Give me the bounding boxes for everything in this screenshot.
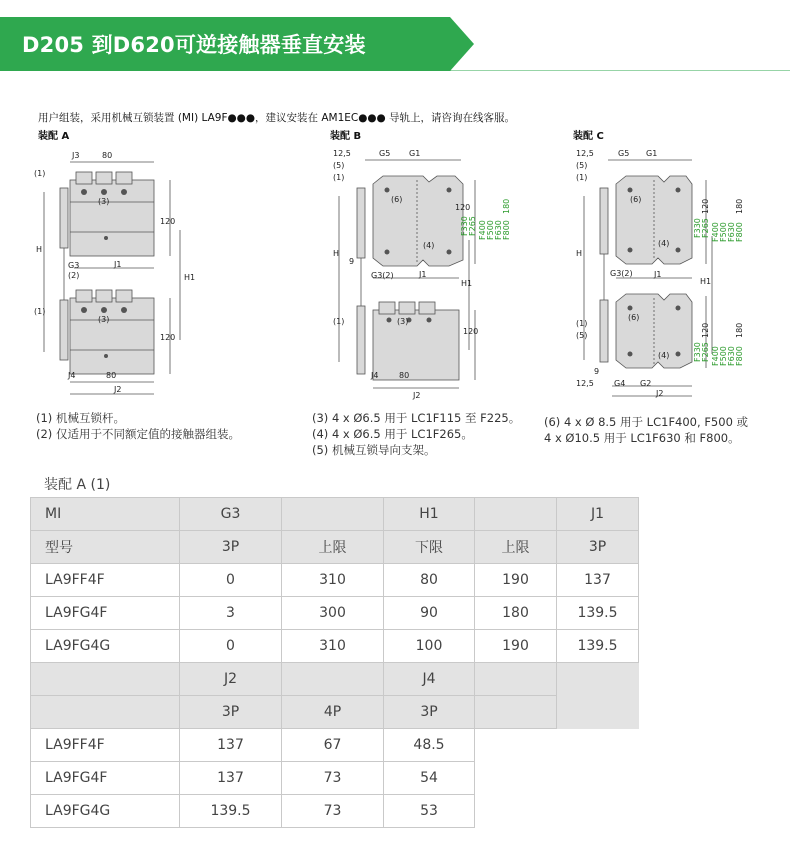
table-header-row-3 xyxy=(31,663,639,696)
dim-c-f500-bottom: F500 xyxy=(719,346,728,366)
dim-a-j1: J1 xyxy=(114,260,122,269)
assembly-c-label: 装配 C xyxy=(573,131,604,142)
notes-c xyxy=(544,414,748,446)
dim-a-note1-bottom: (1) xyxy=(34,307,46,316)
dim-b-12-5: 12,5 xyxy=(333,149,351,158)
th-g3: G3 xyxy=(180,498,282,531)
th-blank-3 xyxy=(31,663,180,696)
cell-lower: 90 xyxy=(384,597,475,630)
dim-a-h: H xyxy=(36,245,43,254)
cell-model: LA9FG4G xyxy=(31,795,180,828)
cell-model: LA9FF4F xyxy=(31,564,180,597)
th-lower: 下限 xyxy=(384,531,475,564)
table-row xyxy=(31,564,639,597)
dim-c-g1: G1 xyxy=(646,149,658,158)
dim-a-g3: G3 xyxy=(68,261,80,270)
cell-j4-3p: 53 xyxy=(384,795,475,828)
th-j2-4p: 4P xyxy=(282,696,384,729)
cell-upper-2: 190 xyxy=(475,564,557,597)
dim-b-180: 180 xyxy=(502,198,511,214)
dim-a-j4: J4 xyxy=(68,371,76,380)
cell-upper-2: 180 xyxy=(475,597,557,630)
dim-c-f800: F800 xyxy=(735,222,744,242)
dim-c-note1: (1) xyxy=(576,173,588,182)
assembly-b-drawing xyxy=(325,140,525,402)
dim-c-g3: G3(2) xyxy=(610,269,633,278)
dim-a-note2: (2) xyxy=(68,271,80,280)
dim-c-note4: (4) xyxy=(658,239,670,248)
dim-b-120-bottom: 120 xyxy=(463,327,479,336)
cell-g3: 0 xyxy=(180,564,282,597)
note-b-3: (3) 4 x Ø6.5 用于 LC1F115 至 F225。 xyxy=(312,411,521,425)
dim-c-note6-bottom: (6) xyxy=(628,313,640,322)
dim-c-note1-bottom: (1) xyxy=(576,319,588,328)
dim-c-j2: J2 xyxy=(656,389,664,398)
page-title: D205 到D620可逆接触器垂直安装 xyxy=(22,33,366,57)
th-h1: H1 xyxy=(384,498,475,531)
th-mi: MI xyxy=(31,498,180,531)
cell-model: LA9FG4G xyxy=(31,630,180,663)
cell-j4-3p: 54 xyxy=(384,762,475,795)
cell-model: LA9FF4F xyxy=(31,729,180,762)
note-b-4: (4) 4 x Ø6.5 用于 LC1F265。 xyxy=(312,427,473,441)
th-blank-1 xyxy=(282,498,384,531)
cell-upper: 310 xyxy=(282,630,384,663)
dim-c-120-bottom: 120 xyxy=(701,322,710,338)
cell-j2-4p: 67 xyxy=(282,729,384,762)
dim-c-f630-bottom: F630 xyxy=(727,346,736,366)
assembly-c-drawing xyxy=(572,140,752,402)
dim-c-note6: (6) xyxy=(630,195,642,204)
dim-c-180-top: 180 xyxy=(735,198,744,214)
dim-a-h1: H1 xyxy=(184,273,196,282)
note-a-1: (1) 机械互锁杆。 xyxy=(36,411,125,425)
th-model: 型号 xyxy=(31,531,180,564)
dim-a-note3: (3) xyxy=(98,197,110,206)
table-header-row-2 xyxy=(31,531,639,564)
cell-j2-3p: 137 xyxy=(180,729,282,762)
dim-b-g5: G5 xyxy=(379,149,391,158)
dim-a-120-bottom: 120 xyxy=(160,333,176,342)
dim-c-g5: G5 xyxy=(618,149,630,158)
table-header-row-4 xyxy=(31,696,639,729)
dim-b-j2: J2 xyxy=(413,391,421,400)
dim-b-j4: J4 xyxy=(371,371,379,380)
assembly-a-drawing xyxy=(30,140,210,402)
cell-j1: 139.5 xyxy=(557,630,639,663)
th-j2: J2 xyxy=(180,663,282,696)
th-j4: J4 xyxy=(384,663,475,696)
dim-c-f800-bottom: F800 xyxy=(735,346,744,366)
spec-table xyxy=(30,497,639,828)
dim-a-note1: (1) xyxy=(34,169,46,178)
dim-c-j1: J1 xyxy=(654,270,662,279)
dim-b-j1: J1 xyxy=(419,270,427,279)
dim-c-f400-bottom: F400 xyxy=(711,346,720,366)
table-row xyxy=(31,597,639,630)
table-row xyxy=(31,630,639,663)
assembly-a-label: 装配 A xyxy=(38,131,70,142)
dim-b-f265: F265 xyxy=(468,216,477,236)
th-blank-6 xyxy=(557,663,639,696)
dim-a-j2: J2 xyxy=(114,385,122,394)
dim-a-note3-bottom: (3) xyxy=(98,315,110,324)
dim-b-f500: F500 xyxy=(486,220,495,240)
note-c-6a: (6) 4 x Ø 8.5 用于 LC1F400, F500 或 xyxy=(544,415,749,429)
dim-c-h: H xyxy=(576,249,583,258)
dim-c-note5: (5) xyxy=(576,161,588,170)
dim-a-bot80: 80 xyxy=(106,371,117,380)
note-a-2: (2) 仅适用于不同额定值的接触器组装。 xyxy=(36,427,240,441)
cell-j2-3p: 137 xyxy=(180,762,282,795)
cell-empty xyxy=(557,729,639,828)
dim-b-f630: F630 xyxy=(494,220,503,240)
th-blank-8 xyxy=(475,696,557,729)
dim-c-note4-bottom: (4) xyxy=(658,351,670,360)
th-upper-1: 上限 xyxy=(282,531,384,564)
dim-b-f800: F800 xyxy=(502,220,511,240)
cell-upper: 300 xyxy=(282,597,384,630)
note-b-5: (5) 机械互锁导向支架。 xyxy=(312,443,436,457)
th-upper-2: 上限 xyxy=(475,531,557,564)
cell-upper-2: 190 xyxy=(475,630,557,663)
dim-b-f330: F330 xyxy=(460,216,469,236)
dim-b-f400: F400 xyxy=(478,220,487,240)
th-blank-2 xyxy=(475,498,557,531)
cell-empty xyxy=(475,729,557,828)
table-caption: 装配 A (1) xyxy=(44,477,111,493)
dim-c-f265-bottom: F265 xyxy=(701,342,710,362)
dim-c-f400: F400 xyxy=(711,222,720,242)
th-g3-3p: 3P xyxy=(180,531,282,564)
intro-text: 用户组装，采用机械互锁装置 (MI) LA9F●●●，建议安装在 AM1EC●●● 导轨上，请咨询在线客服。 xyxy=(38,112,516,124)
dim-c-120-top: 120 xyxy=(701,198,710,214)
th-blank-4 xyxy=(282,663,384,696)
cell-model: LA9FG4F xyxy=(31,762,180,795)
dim-b-note1: (1) xyxy=(333,173,345,182)
dim-b-bot80: 80 xyxy=(399,371,410,380)
dim-a-120-top: 120 xyxy=(160,217,176,226)
dim-b-note5: (5) xyxy=(333,161,345,170)
th-j4-3p: 3P xyxy=(384,696,475,729)
cell-lower: 100 xyxy=(384,630,475,663)
th-j1-3p: 3P xyxy=(557,531,639,564)
notes-a xyxy=(36,410,240,442)
dim-c-g2: G2 xyxy=(640,379,652,388)
table-header-row-1 xyxy=(31,498,639,531)
assembly-b-label: 装配 B xyxy=(330,131,362,142)
dim-c-f265: F265 xyxy=(701,218,710,238)
th-blank-9 xyxy=(557,696,639,729)
th-j2-3p: 3P xyxy=(180,696,282,729)
dim-b-120-top: 120 xyxy=(455,203,471,212)
header-banner xyxy=(0,17,790,71)
dim-c-g4: G4 xyxy=(614,379,626,388)
dim-b-note3: (3) xyxy=(397,317,409,326)
cell-model: LA9FG4F xyxy=(31,597,180,630)
cell-j1: 137 xyxy=(557,564,639,597)
cell-j1: 139.5 xyxy=(557,597,639,630)
dim-b-9: 9 xyxy=(349,257,355,266)
dim-c-12-5-bottom: 12,5 xyxy=(576,379,594,388)
dim-c-f630: F630 xyxy=(727,222,736,242)
notes-b xyxy=(312,410,520,458)
cell-g3: 0 xyxy=(180,630,282,663)
dim-c-f330: F330 xyxy=(693,218,702,238)
cell-j2-4p: 73 xyxy=(282,762,384,795)
note-c-6b: 4 x Ø10.5 用于 LC1F630 和 F800。 xyxy=(544,431,740,445)
dim-b-note1-bottom: (1) xyxy=(333,317,345,326)
dim-c-f500: F500 xyxy=(719,222,728,242)
dim-c-9: 9 xyxy=(594,367,600,376)
dim-b-g1: G1 xyxy=(409,149,421,158)
dim-c-note5-bottom: (5) xyxy=(576,331,588,340)
dim-b-note4: (4) xyxy=(423,241,435,250)
dim-a-top80: 80 xyxy=(102,151,113,160)
cell-j4-3p: 48.5 xyxy=(384,729,475,762)
dim-b-h: H xyxy=(333,249,340,258)
dim-c-180-bottom: 180 xyxy=(735,322,744,338)
th-j1: J1 xyxy=(557,498,639,531)
dim-c-h1: H1 xyxy=(700,277,712,286)
cell-lower: 80 xyxy=(384,564,475,597)
dim-b-note6: (6) xyxy=(391,195,403,204)
dim-c-f330-bottom: F330 xyxy=(693,342,702,362)
cell-j2-3p: 139.5 xyxy=(180,795,282,828)
th-blank-5 xyxy=(475,663,557,696)
dim-a-j3: J3 xyxy=(72,151,80,160)
cell-upper: 310 xyxy=(282,564,384,597)
dim-c-12-5: 12,5 xyxy=(576,149,594,158)
cell-j2-4p: 73 xyxy=(282,795,384,828)
cell-g3: 3 xyxy=(180,597,282,630)
dim-b-g3: G3(2) xyxy=(371,271,394,280)
th-blank-7 xyxy=(31,696,180,729)
dim-b-h1: H1 xyxy=(461,279,473,288)
table-row xyxy=(31,729,639,762)
